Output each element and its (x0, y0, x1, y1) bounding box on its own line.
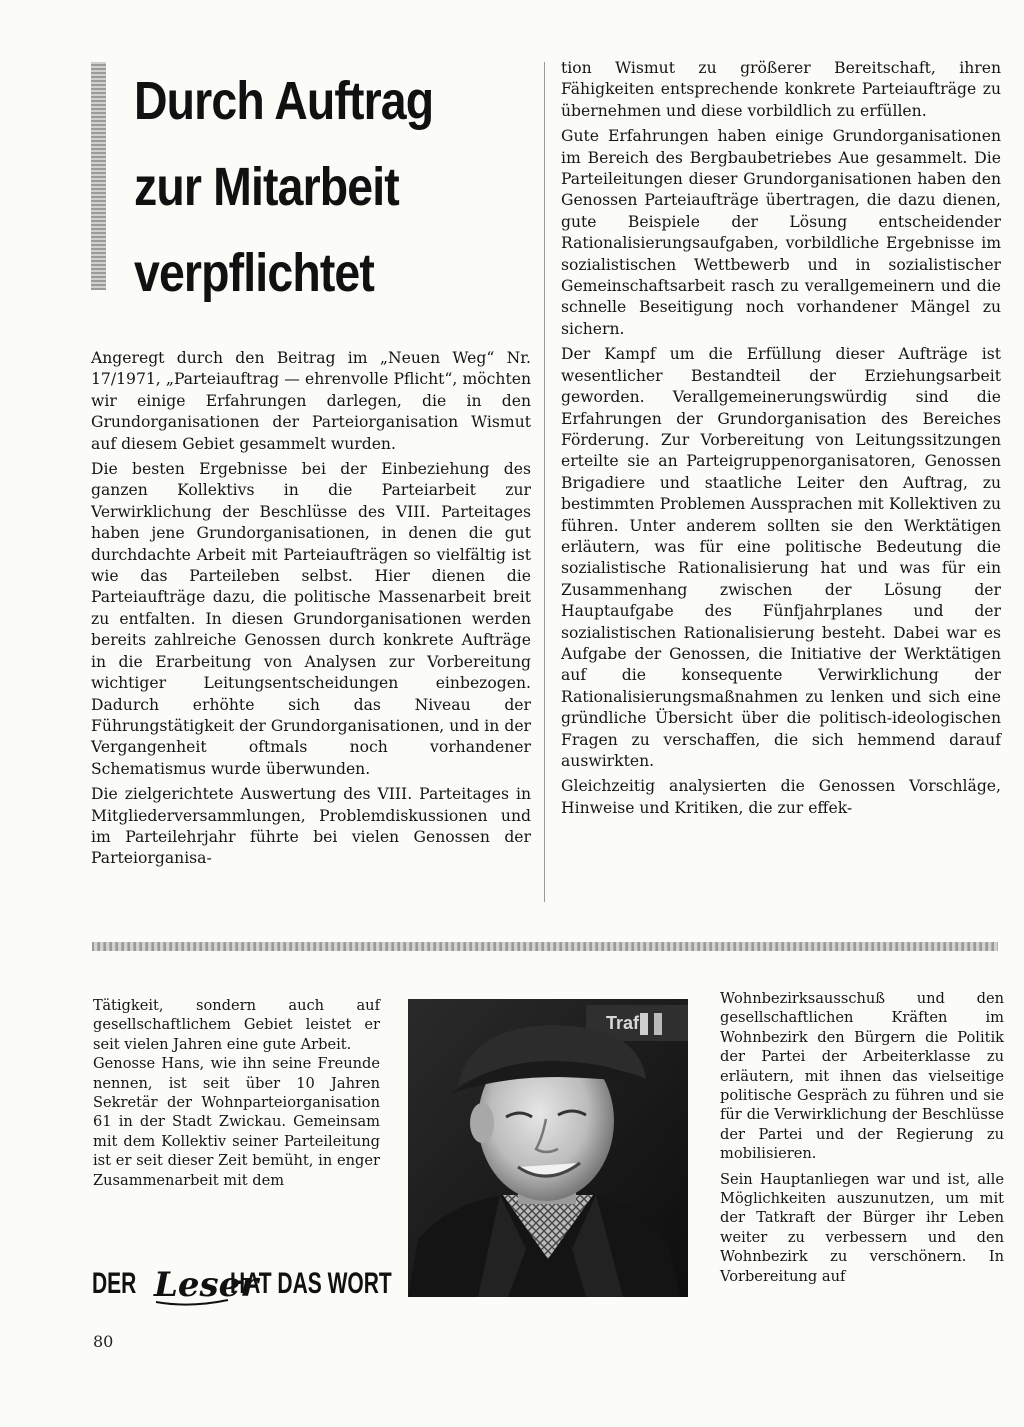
logo-word-leser: Leser (154, 1265, 259, 1305)
reader-column-right (720, 989, 1004, 1292)
paragraph: Gute Erfahrungen haben einige Grundorganisationen im Bereich des Bergbaubetriebes Aue gesammelt. Die Parteileitungen dieser Grundorganisationen haben den Genossen Parteiaufträge übertragen, die dazu dienen, gute Beispiele der Lösung entscheidender Rationalisierungsaufgaben, vorbildliche Ergebnisse im sozialistischen Wettbewerb und in sozialistischer Gemeinschaftsarbeit rasch zu verallgemeinern und die schnelle Beseitigung noch vorhandener Mängel zu sichern. (561, 127, 1001, 338)
reader-column-left (93, 996, 380, 1196)
article-column-right (561, 58, 1001, 823)
paragraph: Sein Hauptanliegen war und ist, alle Möglichkeiten auszunutzen, um mit der Tatkraft der Bürger ihr Leben weiter zu verbessern und den Wohnbezirk zu verschönern. In Vorbereitung auf (720, 1170, 1004, 1285)
page-number: 80 (93, 1332, 114, 1351)
paragraph: Angeregt durch den Beitrag im „Neuen Weg“ Nr. 17/1971, „Parteiauftrag — ehrenvolle Pflicht“, möchten wir einige Erfahrungen darlegen, die in den Grundorganisationen der Parteiorganisation Wismut auf diesem Gebiet gesammelt wurden. (91, 349, 531, 453)
paragraph: Die besten Ergebnisse bei der Einbeziehung des ganzen Kollektivs in die Parteiarbeit zur Verwirklichung der Beschlüsse des VIII. Parteitages haben jene Grundorganisationen, in denen die gut durchdachte Arbeit mit Parteiaufträgen so vielfältig ist wie das Parteileben selbst. Hier dienen die Parteiaufträge dazu, die politische Massenarbeit breit zu entfalten. In diesen Grundorganisationen werden bereits zahlreiche Genossen durch konkrete Aufträge in die Erarbeitung von Analysen zur Vorbereitung wichtiger Leitungsentscheidungen einbezogen. Dadurch erhöhte sich das Niveau der Führungstätigkeit der Grundorganisationen, und in der Vergangenheit oftmals noch vorhandener Schematismus wurde überwunden. (91, 460, 531, 778)
logo-word-hat-das-wort: HAT DAS WORT (230, 1267, 392, 1300)
headline-line-2: zur Mitarbeit (134, 157, 399, 217)
paragraph: Die zielgerichtete Auswertung des VIII. Parteitages in Mitgliederversammlungen, Problemdiskussionen und im Parteilehrjahr führte bei vielen Genossen der Parteiorganisa- (91, 785, 531, 868)
headline-line-1: Durch Auftrag (134, 71, 434, 131)
logo-script-leser (152, 1262, 259, 1306)
paragraph: Wohnbezirksausschuß und den gesellschaftlichen Kräften im Wohnbezirk den Bürgern die Politik der Partei der Arbeiterklasse zu erläutern, mit ihnen das vielseitige politische Gespräch zu führen und sie für die Verwirklichung der Beschlüsse der Partei und der Regierung zu mobilisieren. (720, 990, 1004, 1163)
rubric-logo-der-leser-hat-das-wort (92, 1262, 392, 1306)
article-column-left (91, 348, 531, 874)
paragraph: tion Wismut zu größerer Bereitschaft, ihren Fähigkeiten entsprechende konkrete Parteiaufträge zu übernehmen und diese vorbildlich zu erfüllen. (561, 59, 1001, 120)
headline (134, 58, 487, 316)
headline-side-bar (91, 62, 106, 290)
portrait-photo (408, 999, 688, 1297)
background-sign-text: Traf (606, 1013, 640, 1033)
headline-line-3: verpflichtet (134, 243, 375, 303)
paragraph: Genosse Hans, wie ihn seine Freunde nennen, ist seit über 10 Jahren Sekretär der Wohnparteiorganisation 61 in der Stadt Zwickau. Gemeinsam mit dem Kollektiv seiner Parteileitung ist er seit dieser Zeit bemüht, in enger Zusammenarbeit mit dem (93, 1055, 380, 1189)
paragraph: Tätigkeit, sondern auch auf gesellschaftlichem Gebiet leistet er seit vielen Jahren eine gute Arbeit. (93, 997, 380, 1053)
portrait-illustration (408, 999, 688, 1297)
paragraph: Der Kampf um die Erfüllung dieser Aufträge ist wesentlicher Bestandteil der Erziehungsarbeit geworden. Verallgemeinerungswürdig sind die Erfahrungen der Grundorganisation des Bereiches Förderung. Zur Vorbereitung von Leitungssitzungen erteilte sie an Parteigruppenorganisatoren, Genossen Brigadiere und staatliche Leiter den Auftrag, zu bestimmten Problemen Aussprachen mit Kollektiven zu führen. Unter anderem sollten sie den Werktätigen erläutern, was für eine politische Bedeutung die sozialistische Rationalisierung hat und was für ein Zusammenhang zwischen der Lösung der Hauptaufgabe des Fünfjahrplanes und der sozialistischen Rationalisierung besteht. Dabei war es Aufgabe der Genossen, die Initiative der Werktätigen auf die konsequente Verwirklichung der Rationalisierungsmaßnahmen zu lenken und sich eine gründliche Übersicht über die politisch-ideologischen Fragen zu verschaffen, die sich hemmend darauf auswirkten. (561, 345, 1001, 770)
section-separator (92, 942, 998, 951)
paragraph: Gleichzeitig analysierten die Genossen Vorschläge, Hinweise und Kritiken, die zur effek- (561, 777, 1001, 817)
column-divider (544, 62, 545, 902)
logo-word-der: DER (92, 1267, 137, 1300)
